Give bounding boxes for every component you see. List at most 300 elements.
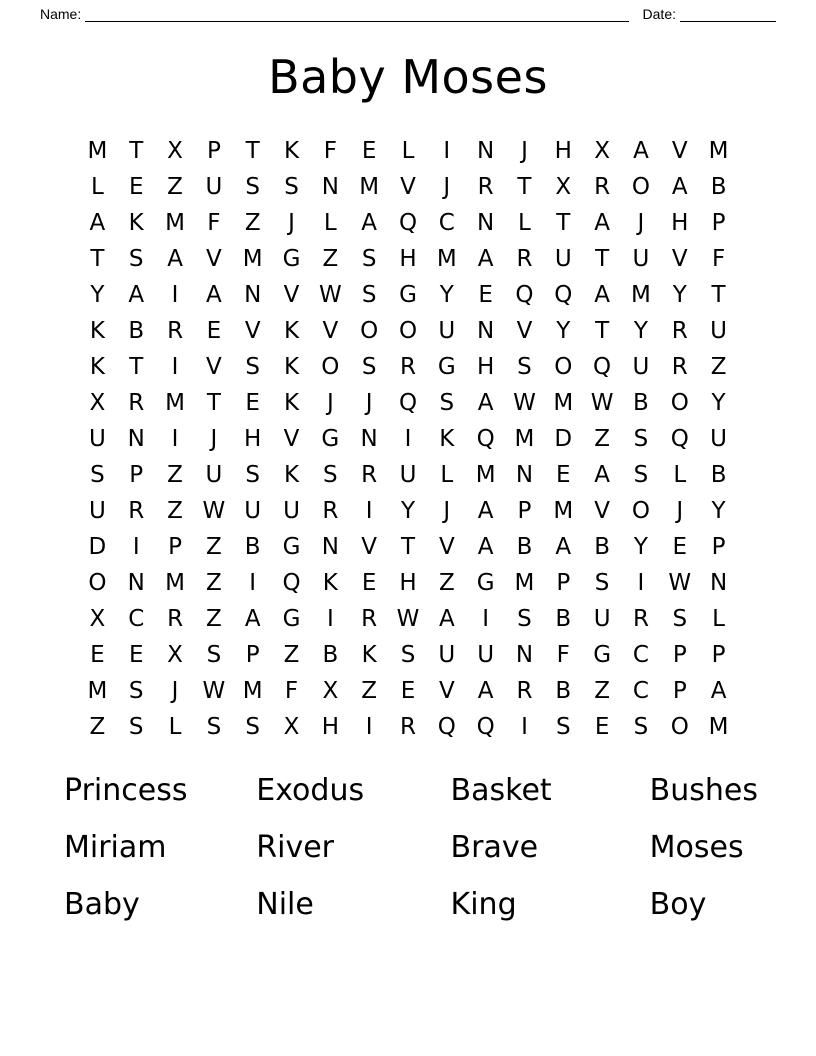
grid-cell: A (594, 210, 610, 236)
grid-cell: Q (593, 354, 612, 380)
grid-cell: V (438, 534, 455, 560)
grid-cell: V (206, 246, 222, 272)
page-title: Baby Moses (268, 50, 548, 104)
grid-cell: S (245, 714, 260, 740)
grid-cell: P (672, 642, 687, 668)
grid-cell: I (249, 570, 257, 596)
grid-cell: B (633, 390, 649, 416)
grid-cell: V (206, 354, 222, 380)
grid-cell: X (555, 174, 572, 200)
grid-cell: U (438, 318, 456, 344)
grid-cell: H (399, 570, 417, 596)
grid-cell: S (439, 390, 455, 416)
grid-cell: P (556, 570, 571, 596)
grid-cell: M (631, 282, 651, 308)
grid-cell: E (556, 462, 571, 488)
grid-cell: S (245, 354, 260, 380)
grid-cell: P (517, 498, 532, 524)
grid-cell: S (90, 462, 105, 488)
grid-cell: S (128, 714, 144, 740)
grid-cell: S (633, 426, 649, 452)
grid-cell: F (556, 642, 570, 668)
grid-cell: V (594, 498, 610, 524)
word-list-item: Nile (256, 887, 314, 922)
grid-cell: G (321, 426, 340, 452)
grid-cell: E (672, 534, 688, 560)
grid-cell: C (632, 642, 649, 668)
grid-cell: Z (205, 606, 222, 632)
grid-cell: L (323, 210, 337, 236)
word-list-item: King (450, 887, 517, 922)
grid-cell: X (594, 138, 610, 164)
grid-cell: K (283, 462, 300, 488)
grid-cell: N (321, 174, 339, 200)
grid-cell: H (554, 138, 572, 164)
grid-cell: E (245, 390, 260, 416)
grid-cell: Z (205, 570, 222, 596)
grid-cell: H (671, 210, 689, 236)
grid-cell: F (207, 210, 221, 236)
grid-cell: H (399, 246, 417, 272)
grid-cell: T (595, 246, 610, 272)
grid-cell: Z (167, 462, 183, 488)
grid-cell: A (555, 534, 572, 560)
grid-cell: M (165, 390, 185, 416)
grid-cell: U (88, 426, 106, 452)
grid-cell: X (167, 642, 183, 668)
grid-cell: S (672, 606, 688, 632)
grid-cell: O (88, 570, 107, 596)
grid-cell: G (437, 354, 456, 380)
grid-cell: P (168, 534, 182, 560)
word-list-item: Princess (64, 773, 188, 808)
date-write-line[interactable] (680, 8, 776, 22)
grid-cell: K (89, 354, 105, 380)
grid-cell: H (321, 714, 339, 740)
grid-cell: V (283, 426, 300, 452)
grid-cell: M (708, 138, 729, 164)
grid-cell: K (283, 318, 300, 344)
grid-cell: A (671, 174, 688, 200)
grid-cell: J (443, 174, 451, 200)
grid-cell: D (554, 426, 573, 452)
grid-cell: V (671, 138, 688, 164)
grid-cell: O (631, 174, 650, 200)
grid-cell: Q (437, 714, 456, 740)
grid-cell: B (555, 678, 572, 704)
grid-cell: P (245, 642, 260, 668)
grid-cell: K (361, 642, 377, 668)
grid-cell: U (554, 246, 572, 272)
grid-cell: S (361, 354, 377, 380)
grid-cell: A (206, 282, 222, 308)
grid-cell: S (245, 174, 260, 200)
grid-cell: W (202, 678, 226, 704)
grid-cell: I (171, 282, 179, 308)
grid-cell: J (288, 210, 295, 236)
grid-cell: Z (205, 534, 222, 560)
grid-cell: N (321, 534, 339, 560)
grid-cell: Z (322, 246, 339, 272)
grid-cell: V (361, 534, 378, 560)
grid-cell: N (127, 570, 145, 596)
grid-cell: A (594, 282, 610, 308)
grid-cell: V (283, 282, 300, 308)
grid-cell: O (398, 318, 418, 344)
grid-cell: U (438, 642, 456, 668)
grid-cell: K (128, 210, 144, 236)
grid-cell: Y (633, 318, 648, 344)
grid-cell: Y (711, 390, 726, 416)
grid-cell: M (242, 246, 263, 272)
grid-cell: B (244, 534, 261, 560)
grid-cell: X (89, 606, 106, 632)
word-list-item: Exodus (256, 773, 365, 808)
grid-cell: E (478, 282, 493, 308)
grid-cell: R (671, 318, 688, 344)
grid-cell: I (521, 714, 528, 740)
grid-cell: R (400, 354, 416, 380)
grid-cell: U (593, 606, 611, 632)
grid-cell: R (322, 498, 339, 524)
grid-cell: N (244, 282, 262, 308)
grid-cell: O (670, 390, 689, 416)
grid-cell: M (475, 462, 496, 488)
grid-cell: G (593, 642, 612, 668)
grid-cell: T (595, 318, 610, 344)
grid-cell: V (322, 318, 339, 344)
grid-cell: J (171, 678, 179, 704)
grid-cell: I (365, 498, 373, 524)
grid-cell: B (555, 606, 572, 632)
grid-cell: U (710, 318, 727, 344)
grid-cell: Z (594, 426, 610, 452)
grid-cell: H (476, 354, 495, 380)
grid-cell: Z (167, 498, 183, 524)
grid-cell: B (594, 534, 610, 560)
grid-cell: E (594, 714, 610, 740)
grid-cell: S (361, 282, 377, 308)
grid-cell: B (322, 642, 339, 668)
grid-cell: C (438, 210, 455, 236)
grid-cell: Z (89, 714, 106, 740)
grid-cell: A (167, 246, 183, 272)
grid-cell: W (202, 498, 226, 524)
grid-cell: E (128, 174, 144, 200)
grid-cell: W (396, 606, 420, 632)
grid-cell: M (165, 570, 185, 596)
grid-cell: U (205, 462, 223, 488)
grid-cell: A (633, 138, 649, 164)
grid-cell: A (244, 606, 261, 632)
grid-cell: R (516, 246, 533, 272)
word-list-item: Basket (450, 773, 552, 808)
grid-cell: R (128, 390, 145, 416)
grid-cell: A (438, 606, 455, 632)
grid-cell: U (632, 354, 650, 380)
grid-cell: S (400, 642, 416, 668)
name-label: Name: (40, 6, 82, 22)
grid-cell: G (282, 246, 301, 272)
grid-cell: L (712, 606, 725, 632)
grid-cell: I (171, 354, 179, 380)
word-list-item: Moses (649, 830, 744, 865)
grid-cell: R (167, 318, 184, 344)
grid-cell: C (128, 606, 145, 632)
grid-cell: I (637, 570, 645, 596)
grid-cell: X (322, 678, 339, 704)
grid-cell: M (514, 570, 535, 596)
grid-cell: S (594, 570, 610, 596)
grid-cell: R (361, 606, 378, 632)
word-search-grid (78, 140, 738, 739)
grid-cell: N (709, 570, 728, 596)
grid-cell: J (676, 498, 684, 524)
grid-cell: S (517, 606, 532, 632)
grid-cell: P (711, 642, 726, 668)
grid-cell: V (438, 678, 455, 704)
grid-cell: A (477, 498, 494, 524)
grid-cell: I (326, 606, 334, 632)
grid-cell: J (210, 426, 218, 452)
grid-cell: P (711, 534, 726, 560)
grid-cell: R (400, 714, 416, 740)
grid-cell: V (516, 318, 533, 344)
grid-cell: G (282, 534, 301, 560)
grid-cell: E (206, 318, 222, 344)
grid-cell: I (404, 426, 412, 452)
grid-cell: R (167, 606, 184, 632)
grid-cell: O (360, 318, 379, 344)
grid-cell: S (633, 462, 649, 488)
grid-cell: I (482, 606, 490, 632)
grid-cell: Y (400, 498, 416, 524)
grid-cell: N (127, 426, 145, 452)
grid-cell: N (360, 426, 378, 452)
grid-cell: F (323, 138, 337, 164)
grid-cell: X (89, 390, 106, 416)
grid-cell: M (514, 426, 535, 452)
grid-cell: J (637, 210, 645, 236)
grid-cell: V (400, 174, 416, 200)
grid-cell: A (477, 678, 494, 704)
grid-cell: R (361, 462, 378, 488)
grid-cell: S (206, 642, 222, 668)
grid-cell: U (710, 426, 727, 452)
grid-cell: N (515, 462, 534, 488)
grid-cell: A (594, 462, 610, 488)
grid-cell: J (443, 498, 451, 524)
grid-cell: G (476, 570, 495, 596)
grid-cell: F (284, 678, 299, 704)
word-list-item: Bushes (649, 773, 758, 808)
grid-cell: T (129, 138, 144, 164)
grid-cell: K (283, 354, 300, 380)
grid-cell: I (132, 534, 140, 560)
grid-cell: B (128, 318, 145, 344)
grid-cell: E (400, 678, 416, 704)
grid-cell: Y (633, 534, 648, 560)
grid-cell: U (477, 642, 495, 668)
word-list-item: Baby (64, 887, 140, 922)
grid-cell: S (128, 246, 144, 272)
grid-cell: U (283, 498, 300, 524)
grid-cell: M (436, 246, 457, 272)
grid-cell: V (244, 318, 261, 344)
word-list-item: Miriam (64, 830, 167, 865)
grid-cell: L (518, 210, 531, 236)
word-list-item: River (256, 830, 334, 865)
grid-cell: W (590, 390, 614, 416)
grid-cell: U (205, 174, 223, 200)
grid-cell: K (283, 138, 300, 164)
grid-cell: L (673, 462, 687, 488)
grid-cell: R (516, 678, 533, 704)
grid-cell: Y (90, 282, 105, 308)
grid-cell: U (88, 498, 106, 524)
grid-cell: P (206, 138, 221, 164)
grid-cell: J (326, 390, 334, 416)
grid-cell: U (632, 246, 650, 272)
grid-cell: Z (438, 570, 455, 596)
grid-cell: K (439, 426, 455, 452)
grid-cell: Z (710, 354, 727, 380)
grid-cell: W (513, 390, 536, 416)
grid-cell: T (129, 354, 144, 380)
word-list-item: Brave (450, 830, 539, 865)
grid-cell: H (244, 426, 262, 452)
grid-cell: P (129, 462, 144, 488)
grid-cell: E (90, 642, 105, 668)
grid-cell: Z (361, 678, 378, 704)
grid-cell: E (361, 138, 377, 164)
grid-cell: W (318, 282, 342, 308)
grid-cell: V (671, 246, 688, 272)
grid-cell: A (89, 210, 106, 236)
grid-cell: M (553, 498, 574, 524)
grid-cell: C (632, 678, 649, 704)
grid-cell: L (90, 174, 104, 200)
date-label: Date: (642, 6, 676, 22)
grid-cell: S (206, 714, 222, 740)
name-write-line[interactable] (85, 8, 628, 22)
grid-cell: R (594, 174, 611, 200)
grid-cell: S (245, 462, 260, 488)
grid-cell: M (359, 174, 380, 200)
grid-cell: S (323, 462, 338, 488)
grid-cell: R (671, 354, 688, 380)
grid-cell: P (672, 678, 687, 704)
grid-cell: A (477, 534, 494, 560)
grid-cell: Q (476, 714, 495, 740)
grid-cell: Y (556, 318, 571, 344)
grid-cell: Y (439, 282, 454, 308)
grid-cell: Z (594, 678, 610, 704)
grid-cell: Z (283, 642, 300, 668)
grid-cell: S (284, 174, 299, 200)
grid-cell: M (165, 210, 185, 236)
grid-cell: K (322, 570, 338, 596)
grid-cell: S (633, 714, 649, 740)
grid-cell: N (477, 138, 495, 164)
grid-cell: G (399, 282, 417, 308)
grid-cell: A (710, 678, 727, 704)
grid-cell: O (554, 354, 573, 380)
grid-cell: N (477, 318, 495, 344)
grid-cell: Z (167, 174, 183, 200)
grid-cell: I (365, 714, 373, 740)
grid-cell: B (516, 534, 533, 560)
word-list (58, 773, 758, 922)
grid-cell: M (87, 138, 108, 164)
grid-cell: P (711, 210, 726, 236)
grid-cell: Q (554, 282, 573, 308)
grid-cell: M (553, 390, 574, 416)
grid-cell: O (670, 714, 689, 740)
grid-cell: U (244, 498, 262, 524)
grid-cell: T (556, 210, 571, 236)
grid-cell: R (477, 174, 494, 200)
grid-cell: X (167, 138, 183, 164)
grid-cell: S (555, 714, 571, 740)
grid-cell: L (168, 714, 182, 740)
grid-cell: Q (476, 426, 495, 452)
header-row (40, 0, 776, 22)
grid-cell: M (87, 678, 108, 704)
grid-cell: B (710, 174, 727, 200)
grid-cell: K (283, 390, 300, 416)
grid-cell: G (282, 606, 301, 632)
grid-cell: S (128, 678, 144, 704)
grid-cell: J (365, 390, 373, 416)
grid-cell: Y (711, 498, 726, 524)
grid-cell: K (89, 318, 105, 344)
word-list-item: Boy (649, 887, 707, 922)
grid-cell: R (128, 498, 145, 524)
grid-cell: T (711, 282, 726, 308)
grid-cell: O (321, 354, 340, 380)
grid-cell: F (711, 246, 726, 272)
grid-cell: Q (515, 282, 534, 308)
grid-cell: A (128, 282, 145, 308)
grid-cell: O (631, 498, 650, 524)
grid-cell: I (171, 426, 179, 452)
grid-cell: A (477, 390, 494, 416)
grid-cell: N (515, 642, 534, 668)
grid-cell: T (517, 174, 532, 200)
grid-cell: S (361, 246, 377, 272)
grid-cell: T (206, 390, 221, 416)
grid-cell: Q (282, 570, 301, 596)
grid-cell: N (477, 210, 495, 236)
grid-cell: T (245, 138, 260, 164)
grid-cell: M (242, 678, 263, 704)
grid-cell: I (443, 138, 451, 164)
grid-cell: M (708, 714, 729, 740)
grid-cell: E (128, 642, 144, 668)
grid-cell: Q (398, 210, 418, 236)
grid-cell: L (440, 462, 454, 488)
grid-cell: T (90, 246, 105, 272)
grid-cell: T (400, 534, 416, 560)
grid-cell: X (283, 714, 300, 740)
grid-cell: J (521, 138, 528, 164)
grid-cell: S (517, 354, 532, 380)
grid-cell: L (401, 138, 415, 164)
grid-cell: A (477, 246, 494, 272)
grid-cell: Y (672, 282, 687, 308)
grid-cell: Z (244, 210, 261, 236)
